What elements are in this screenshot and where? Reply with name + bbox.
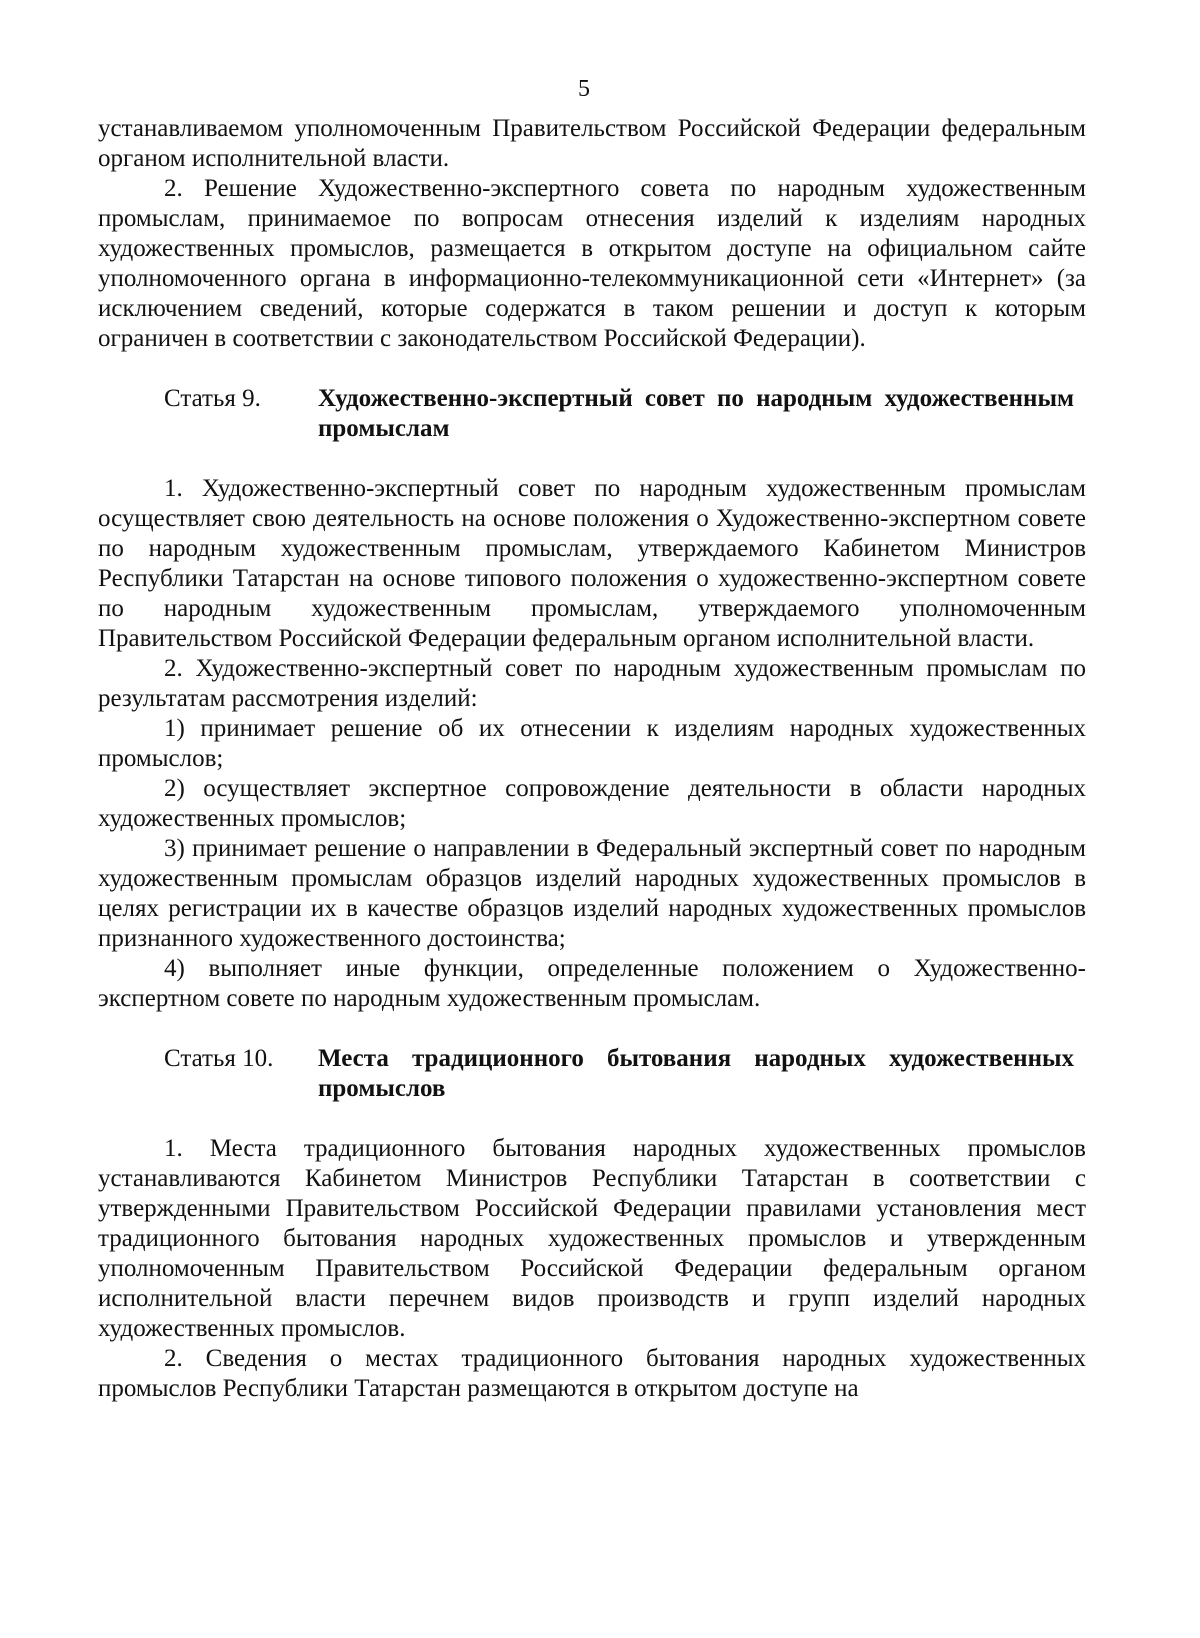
article-10-title: Места традиционного бытования народных художественных промыслов: [318, 1045, 1074, 1102]
paragraph-2: 2. Решение Художественно-экспертного совета по народным художественным промыслам, принимаемое по вопросам отнесения изделий к изделиям народных художественных промыслов, размещается в открытом доступе на официальном сайте уполномоченного органа в информационно-телекоммуникационной сети «Интернет» (за исключением сведений, которые содержатся в таком решении и доступ к которым ограничен в соответствии с законодательством Российской Федерации).: [98, 175, 1086, 352]
article-9-item-4: 4) выполняет иные функции, определенные положением о Художественно-экспертном совете по народным художественным промыслам.: [98, 955, 1086, 1012]
article-10-number: Статья 10.: [164, 1045, 274, 1072]
article-10-paragraph-1: 1. Места традиционного бытования народных художественных промыслов устанавливаются Кабинетом Министров Республики Татарстан в соответствии с утвержденными Правительством Российской Федерации правилами установления мест традиционного бытования народных художественных промыслов и утвержденным уполномоченным Правительством Российской Федерации федеральным органом исполнительной власти перечнем видов производств и групп изделий народных художественных промыслов.: [98, 1135, 1086, 1342]
article-9-title: Художественно-экспертный совет по народным художественным промыслам: [318, 385, 1074, 442]
article-9-item-2: 2) осуществляет экспертное сопровождение деятельности в области народных художественных промыслов;: [98, 775, 1086, 832]
article-9-paragraph-1: 1. Художественно-экспертный совет по народным художественным промыслам осуществляет свою деятельность на основе положения о Художественно-экспертном совете по народным художественным промыслам, утверждаемого Кабинетом Министров Республики Татарстан на основе типового положения о художественно-экспертном совете по народным художественным промыслам, утверждаемого уполномоченным Правительством Российской Федерации федеральным органом исполнительной власти.: [98, 475, 1086, 652]
document-page: [98, 74, 1086, 1404]
article-9-paragraph-2: 2. Художественно-экспертный совет по народным художественным промыслам по результатам рассмотрения изделий:: [98, 655, 1086, 712]
article-10-heading: [98, 1044, 1086, 1104]
article-9-item-1: 1) принимает решение об их отнесении к изделиям народных художественных промыслов;: [98, 715, 1086, 772]
article-9-heading: [98, 384, 1086, 444]
article-9-number: Статья 9.: [164, 385, 261, 412]
article-9-item-3: 3) принимает решение о направлении в Федеральный экспертный совет по народным художественным промыслам образцов изделий народных художественных промыслов в целях регистрации их в качестве образцов изделий народных художественных промыслов признанного художественного достоинства;: [98, 835, 1086, 952]
continuation-paragraph: устанавливаемом уполномоченным Правительством Российской Федерации федеральным органом исполнительной власти.: [98, 115, 1086, 172]
page-number: 5: [578, 76, 590, 102]
article-10-paragraph-2: 2. Сведения о местах традиционного бытования народных художественных промыслов Республики Татарстан размещаются в открытом доступе на: [98, 1345, 1086, 1402]
